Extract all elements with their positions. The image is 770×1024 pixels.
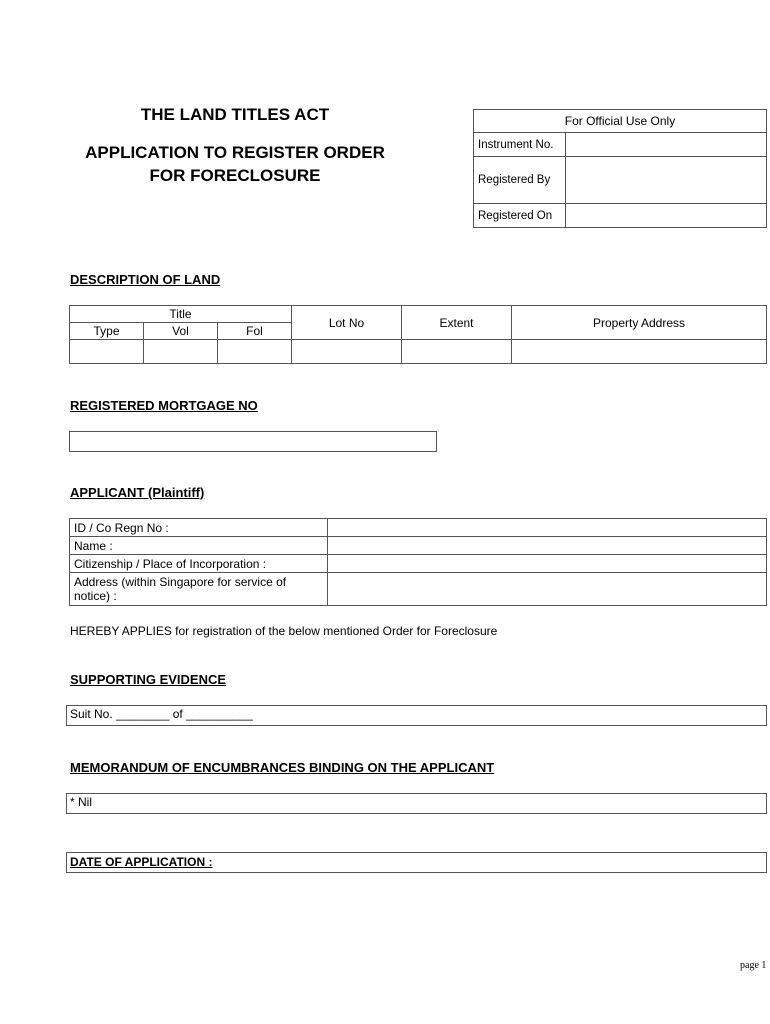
lot-no-field[interactable]: [292, 340, 402, 364]
property-address-col-header: Property Address: [512, 306, 767, 340]
citizenship-label: Citizenship / Place of Incorporation :: [70, 555, 328, 573]
land-description-table: [69, 305, 767, 364]
description-of-land-heading: DESCRIPTION OF LAND: [70, 272, 221, 287]
fol-col-header: Fol: [218, 323, 292, 340]
encumbrances-field[interactable]: * Nil: [66, 793, 767, 814]
page-number: page 1: [740, 960, 767, 971]
supporting-evidence-heading: SUPPORTING EVIDENCE: [70, 672, 227, 687]
application-title-line1: APPLICATION TO REGISTER ORDER: [85, 143, 385, 162]
date-of-application-field[interactable]: DATE OF APPLICATION :: [66, 852, 767, 873]
vol-col-header: Vol: [144, 323, 218, 340]
mortgage-no-field[interactable]: [69, 431, 437, 452]
vol-field[interactable]: [144, 340, 218, 364]
instrument-no-label: Instrument No.: [474, 133, 566, 157]
type-field[interactable]: [70, 340, 144, 364]
name-field[interactable]: [328, 537, 767, 555]
registered-mortgage-heading: REGISTERED MORTGAGE NO: [70, 398, 258, 413]
act-title: THE LAND TITLES ACT: [140, 105, 330, 124]
property-address-field[interactable]: [512, 340, 767, 364]
name-label: Name :: [70, 537, 328, 555]
extent-col-header: Extent: [402, 306, 512, 340]
instrument-no-field[interactable]: [566, 133, 767, 157]
application-title-line2: FOR FORECLOSURE: [149, 166, 321, 185]
official-use-title: For Official Use Only: [474, 110, 767, 133]
official-use-table: [473, 109, 767, 228]
memorandum-heading: MEMORANDUM OF ENCUMBRANCES BINDING ON THE APPLICANT: [70, 760, 495, 775]
type-col-header: Type: [70, 323, 144, 340]
applicant-heading: APPLICANT (Plaintiff): [70, 485, 205, 500]
registered-by-label: Registered By: [474, 157, 566, 204]
id-regn-label: ID / Co Regn No :: [70, 519, 328, 537]
suit-no-field[interactable]: Suit No. ________ of __________: [66, 705, 767, 726]
address-label: Address (within Singapore for service of notice) :: [70, 573, 328, 606]
extent-field[interactable]: [402, 340, 512, 364]
id-regn-field[interactable]: [328, 519, 767, 537]
address-field[interactable]: [328, 573, 767, 606]
title-col-header: Title: [70, 306, 292, 323]
registered-on-label: Registered On: [474, 204, 566, 228]
citizenship-field[interactable]: [328, 555, 767, 573]
applicant-table: [69, 518, 767, 606]
registered-on-field[interactable]: [566, 204, 767, 228]
lot-no-col-header: Lot No: [292, 306, 402, 340]
registered-by-field[interactable]: [566, 157, 767, 204]
hereby-applies-text: HEREBY APPLIES for registration of the below mentioned Order for Foreclosure: [70, 624, 498, 638]
fol-field[interactable]: [218, 340, 292, 364]
